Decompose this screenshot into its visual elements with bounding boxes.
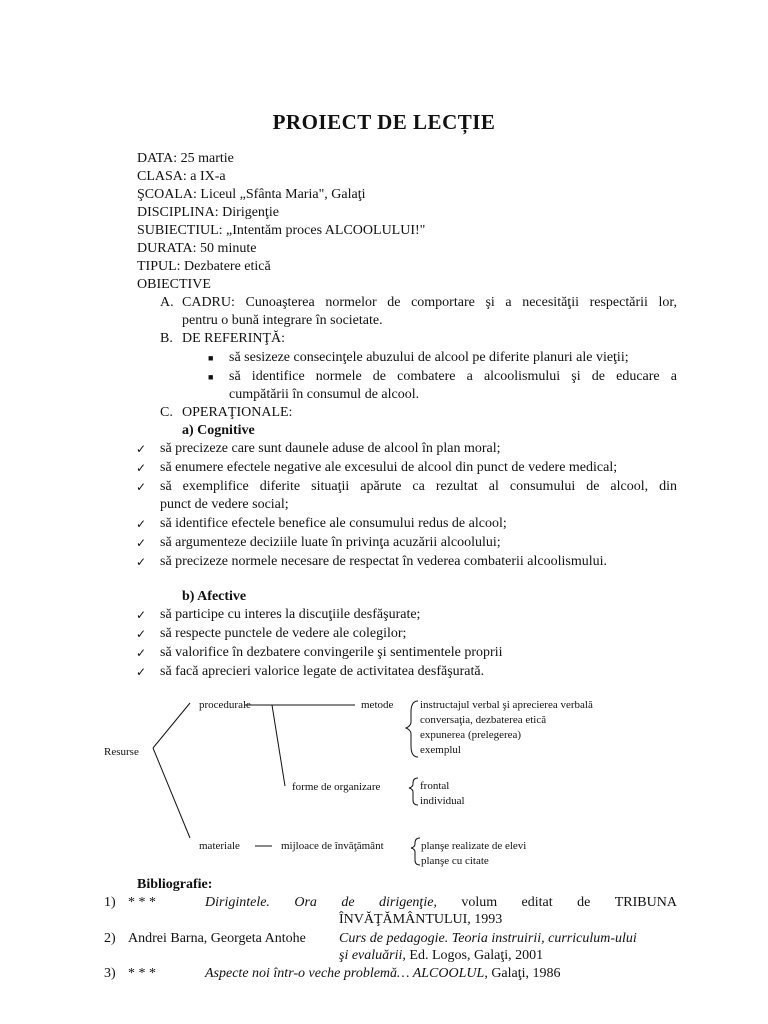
- bib-number: 1): [104, 895, 116, 910]
- bib-author: * * *: [128, 966, 156, 981]
- bib-author: Andrei Barna, Georgeta Antohe: [128, 931, 306, 946]
- info-duration: DURATA: 50 minute: [137, 241, 257, 256]
- check-icon: ✓: [136, 646, 147, 660]
- objective-b-item: să sesizeze consecinţele abuzului de alcool pe diferite planuri ale vieţii;: [229, 350, 629, 365]
- procedurale-label: procedurale: [199, 699, 251, 711]
- info-date: DATA: 25 martie: [137, 151, 234, 166]
- affective-item: să facă aprecieri valorice legate de activitatea desfăşurată.: [160, 664, 485, 679]
- bib-number: 2): [104, 931, 116, 946]
- affective-item: să respecte punctele de vedere ale colegilor;: [160, 626, 407, 641]
- metode-item: instructajul verbal şi aprecierea verbală: [420, 699, 593, 711]
- connector-line: [272, 705, 285, 786]
- bib-publisher: , Ed. Logos, Galaţi, 2001: [402, 948, 544, 963]
- objective-c-letter: C.: [160, 405, 173, 420]
- brace: [409, 778, 418, 805]
- bib-word: de: [577, 895, 591, 910]
- mijloace-label: mijloace de învăţământ: [281, 840, 384, 852]
- info-discipline: DISCIPLINA: Dirigenţie: [137, 205, 279, 220]
- bib-entry-cont: [339, 948, 543, 964]
- bib-author: * * *: [128, 895, 156, 910]
- check-icon: ✓: [136, 665, 147, 679]
- bib-entry-title: Curs de pedagogie. Teoria instruirii, curriculum-ului: [339, 931, 637, 946]
- cognitive-item: să exemplifice diferite situaţii apărute ca rezultat al consumului de alcool, din: [160, 479, 677, 494]
- cognitive-item: să precizeze care sunt daunele aduse de alcool în plan moral;: [160, 441, 501, 456]
- cognitive-item: să enumere efectele negative ale excesului de alcool din punct de vedere medical;: [160, 460, 618, 475]
- check-icon: ✓: [136, 627, 147, 641]
- metode-item: exemplul: [420, 744, 461, 756]
- bib-word: TRIBUNA: [614, 895, 677, 910]
- page-title: PROIECT DE LECȚIE: [272, 110, 496, 134]
- materiale-label: materiale: [199, 840, 240, 852]
- bib-word: Ora: [294, 895, 317, 910]
- bib-word: dirigenţie,: [378, 895, 437, 910]
- forme-label: forme de organizare: [292, 781, 381, 793]
- bullet-icon: ■: [208, 372, 214, 382]
- objective-b-item-cont: cumpătării în consumul de alcool.: [229, 387, 420, 402]
- objectives-heading: OBIECTIVE: [137, 277, 211, 292]
- bib-number: 3): [104, 966, 116, 981]
- check-icon: ✓: [136, 536, 147, 550]
- cognitive-item: să precizeze normele necesare de respectat în vederea combaterii alcoolismului.: [160, 554, 607, 569]
- metode-item: conversaţia, dezbaterea etică: [420, 714, 547, 726]
- check-icon: ✓: [136, 608, 147, 622]
- objective-b-title: DE REFERINŢĂ:: [182, 331, 286, 346]
- brace: [411, 838, 420, 865]
- objective-a-text: CADRU: Cunoaşterea normelor de comportare şi a necesităţii respectării lor,: [182, 295, 677, 310]
- info-class: CLASA: a IX-a: [137, 169, 226, 184]
- cognitive-item: să identifice efectele benefice ale consumului redus de alcool;: [160, 516, 507, 531]
- brace: [406, 701, 418, 757]
- bib-entry-title: [205, 966, 561, 982]
- bib-word: Dirigintele.: [205, 895, 270, 910]
- bib-publisher: , Galaţi, 1986: [484, 966, 561, 981]
- cognitive-item-cont: punct de vedere social;: [160, 497, 289, 512]
- cognitive-item: să argumenteze deciziile luate în privinţa acuzării alcoolului;: [160, 535, 501, 550]
- bib-entry-title: [205, 895, 677, 911]
- forme-item: individual: [420, 795, 465, 807]
- cognitive-heading: a) Cognitive: [182, 423, 255, 438]
- branch-line: [153, 703, 190, 748]
- bibliography-heading: Bibliografie:: [137, 877, 213, 892]
- bib-word: de: [341, 895, 355, 910]
- objective-b-item: să identifice normele de combatere a alcoolismului şi de educare a: [229, 369, 677, 384]
- bib-entry-cont: ÎNVĂŢĂMÂNTULUI, 1993: [339, 912, 503, 927]
- metode-label: metode: [361, 699, 394, 711]
- check-icon: ✓: [136, 517, 147, 531]
- mijloace-item: planşe cu citate: [421, 855, 489, 867]
- branch-line: [153, 748, 190, 838]
- check-icon: ✓: [136, 480, 147, 494]
- affective-item: să participe cu interes la discuţiile desfăşurate;: [160, 607, 421, 622]
- mijloace-item: planşe realizate de elevi: [421, 840, 527, 852]
- metode-item: expunerea (prelegerea): [420, 729, 522, 741]
- affective-heading: b) Afective: [182, 589, 247, 604]
- affective-item: să valorifice în dezbatere convingerile şi sentimentele proprii: [160, 645, 503, 660]
- info-type: TIPUL: Dezbatere etică: [137, 259, 271, 274]
- objective-c-title: OPERAŢIONALE:: [182, 405, 293, 420]
- info-subject: SUBIECTIUL: „Intentăm proces ALCOOLULUI!": [137, 223, 426, 238]
- objective-a-letter: A.: [160, 295, 174, 310]
- resources-root: Resurse: [104, 746, 139, 758]
- objective-b-letter: B.: [160, 331, 173, 346]
- bib-word: editat: [521, 895, 553, 910]
- bib-word: volum: [461, 895, 498, 910]
- info-school: ŞCOALA: Liceul „Sfânta Maria", Galaţi: [137, 187, 366, 202]
- forme-item: frontal: [420, 780, 450, 792]
- bib-title: Aspecte noi într-o veche problemă… ALCOOLUL: [205, 966, 485, 981]
- bullet-icon: ■: [208, 353, 214, 363]
- bib-title-cont: şi evaluării: [339, 948, 403, 963]
- check-icon: ✓: [136, 442, 147, 456]
- objective-a-text-cont: pentru o bună integrare în societate.: [182, 313, 383, 328]
- check-icon: ✓: [136, 461, 147, 475]
- check-icon: ✓: [136, 555, 147, 569]
